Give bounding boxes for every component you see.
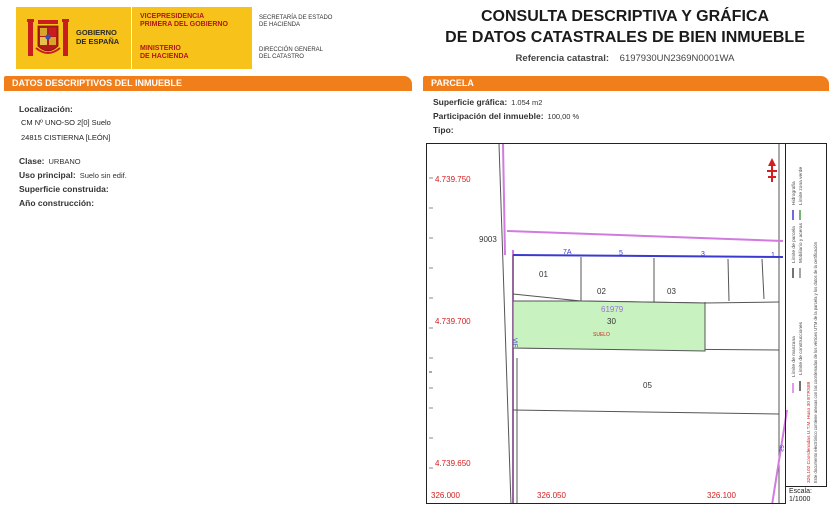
parcel-05: 05	[643, 381, 652, 390]
government-logo-block	[16, 7, 333, 69]
coord-y-3: 4.739.650	[435, 459, 471, 468]
superficie-construida-label: Superficie construida:	[19, 184, 109, 194]
referencia-catastral	[430, 53, 820, 64]
legend-hidrografia: Hidrografía	[792, 181, 797, 205]
street-number-1: 1	[771, 252, 775, 259]
participacion-row	[433, 111, 579, 121]
secretaria-label: SECRETARÍA DE ESTADO DE HACIENDA	[259, 15, 333, 28]
coord-x-1: 326.000	[431, 491, 460, 500]
road-label-lower: 25	[779, 444, 787, 453]
superficie-grafica-label: Superficie gráfica:	[433, 97, 508, 107]
parcel-front-line	[513, 255, 783, 257]
parcel-use-label: SUELO	[593, 332, 610, 338]
scale-label: Escala:	[789, 488, 812, 495]
vicepresidencia-logo	[132, 7, 252, 69]
coord-x-2: 326.050	[537, 491, 566, 500]
localizacion-line1: CM Nº UNO-SO 2[0] Suelo	[21, 118, 111, 127]
referencia-label: Referencia catastral:	[515, 53, 610, 64]
parcel-01: 01	[539, 270, 548, 279]
uso-label: Uso principal:	[19, 170, 76, 180]
legend-limite-parcela: Límite de parcela	[792, 226, 797, 263]
coord-x-3: 326.100	[707, 491, 736, 500]
scale-value: 1/1000	[789, 496, 811, 503]
legend-mobiliario-aceras: Mobiliario y aceras	[799, 223, 804, 263]
map-scale	[785, 486, 827, 504]
section-parcela: PARCELA	[423, 76, 829, 91]
legend-limite-manzana: Límite de manzana	[792, 336, 797, 377]
tipo-row	[433, 125, 454, 135]
legend-zona-verde: Límite zona verde	[799, 166, 804, 205]
coat-of-arms-icon	[24, 14, 72, 62]
coord-y-1: 4.739.750	[435, 175, 471, 184]
north-arrow-icon	[767, 158, 777, 182]
parcel-02: 02	[597, 287, 606, 296]
cadastral-map[interactable]	[426, 143, 827, 504]
clase-row	[19, 156, 81, 166]
referencia-value: 6197930UN2369N0001WA	[619, 53, 735, 64]
gobierno-espana-label: GOBIERNO DE ESPAÑA	[76, 28, 120, 46]
parcel-03: 03	[667, 287, 676, 296]
block-number: 9003	[479, 235, 497, 244]
superficie-grafica-row	[433, 97, 542, 107]
superficie-construida-row	[19, 184, 109, 194]
parcel-ref-label: 61979	[601, 305, 624, 314]
legend-svg	[786, 143, 828, 486]
map-legend	[785, 143, 827, 486]
direccion-label: DIRECCIÓN GENERAL DEL CATASTRO	[259, 47, 324, 60]
tipo-label: Tipo:	[433, 125, 454, 135]
cadastral-map-svg	[427, 144, 827, 504]
header	[0, 0, 833, 72]
legend-coordenadas: 326,102 Coordenadas U.T.M. Huso 30 ETRS89	[807, 381, 812, 483]
parcel-30: 30	[607, 317, 616, 326]
anio-construccion-label: Año construcción:	[19, 198, 95, 208]
ministerio-label: MINISTERIO DE HACIENDA	[140, 45, 189, 60]
localizacion-label: Localización:	[19, 104, 73, 114]
clase-label: Clase:	[19, 156, 45, 166]
section-datos-descriptivos: DATOS DESCRIPTIVOS DEL INMUEBLE	[4, 76, 412, 91]
vicepresidencia-label: VICEPRESIDENCIA PRIMERA DEL GOBIERNO	[140, 13, 228, 28]
uso-row	[19, 170, 127, 180]
map-left-ticks	[429, 178, 433, 468]
gobierno-logo	[16, 7, 131, 69]
clase-value: URBANO	[48, 157, 81, 166]
coord-y-2: 4.739.700	[435, 317, 471, 326]
legend-nota: Este documento electrónico contiene anexas con las coordenadas de los vértices UTM de la parcela y los datos de la certificación	[813, 241, 818, 483]
participacion-label: Participación del inmueble:	[433, 111, 544, 121]
page-title: CONSULTA DESCRIPTIVA Y GRÁFICA DE DATOS CATASTRALES DE BIEN INMUEBLE	[445, 8, 805, 46]
road-edge-left	[499, 144, 511, 504]
street-number-3: 3	[701, 251, 705, 258]
uso-value: Suelo sin edif.	[79, 171, 127, 180]
participacion-value: 100,00 %	[547, 112, 580, 121]
superficie-grafica-value: 1.054 m2	[511, 98, 543, 107]
legend-limite-construcciones: Límite de construcciones	[799, 321, 804, 375]
localizacion-line2: 24815 CISTIERNA [LEÓN]	[21, 133, 111, 142]
road-label: VIE	[511, 338, 517, 348]
secretaria-logo	[253, 7, 343, 69]
street-number-5: 5	[619, 250, 623, 257]
anio-construccion-row	[19, 198, 94, 208]
street-number-7a: 7A	[563, 249, 572, 256]
